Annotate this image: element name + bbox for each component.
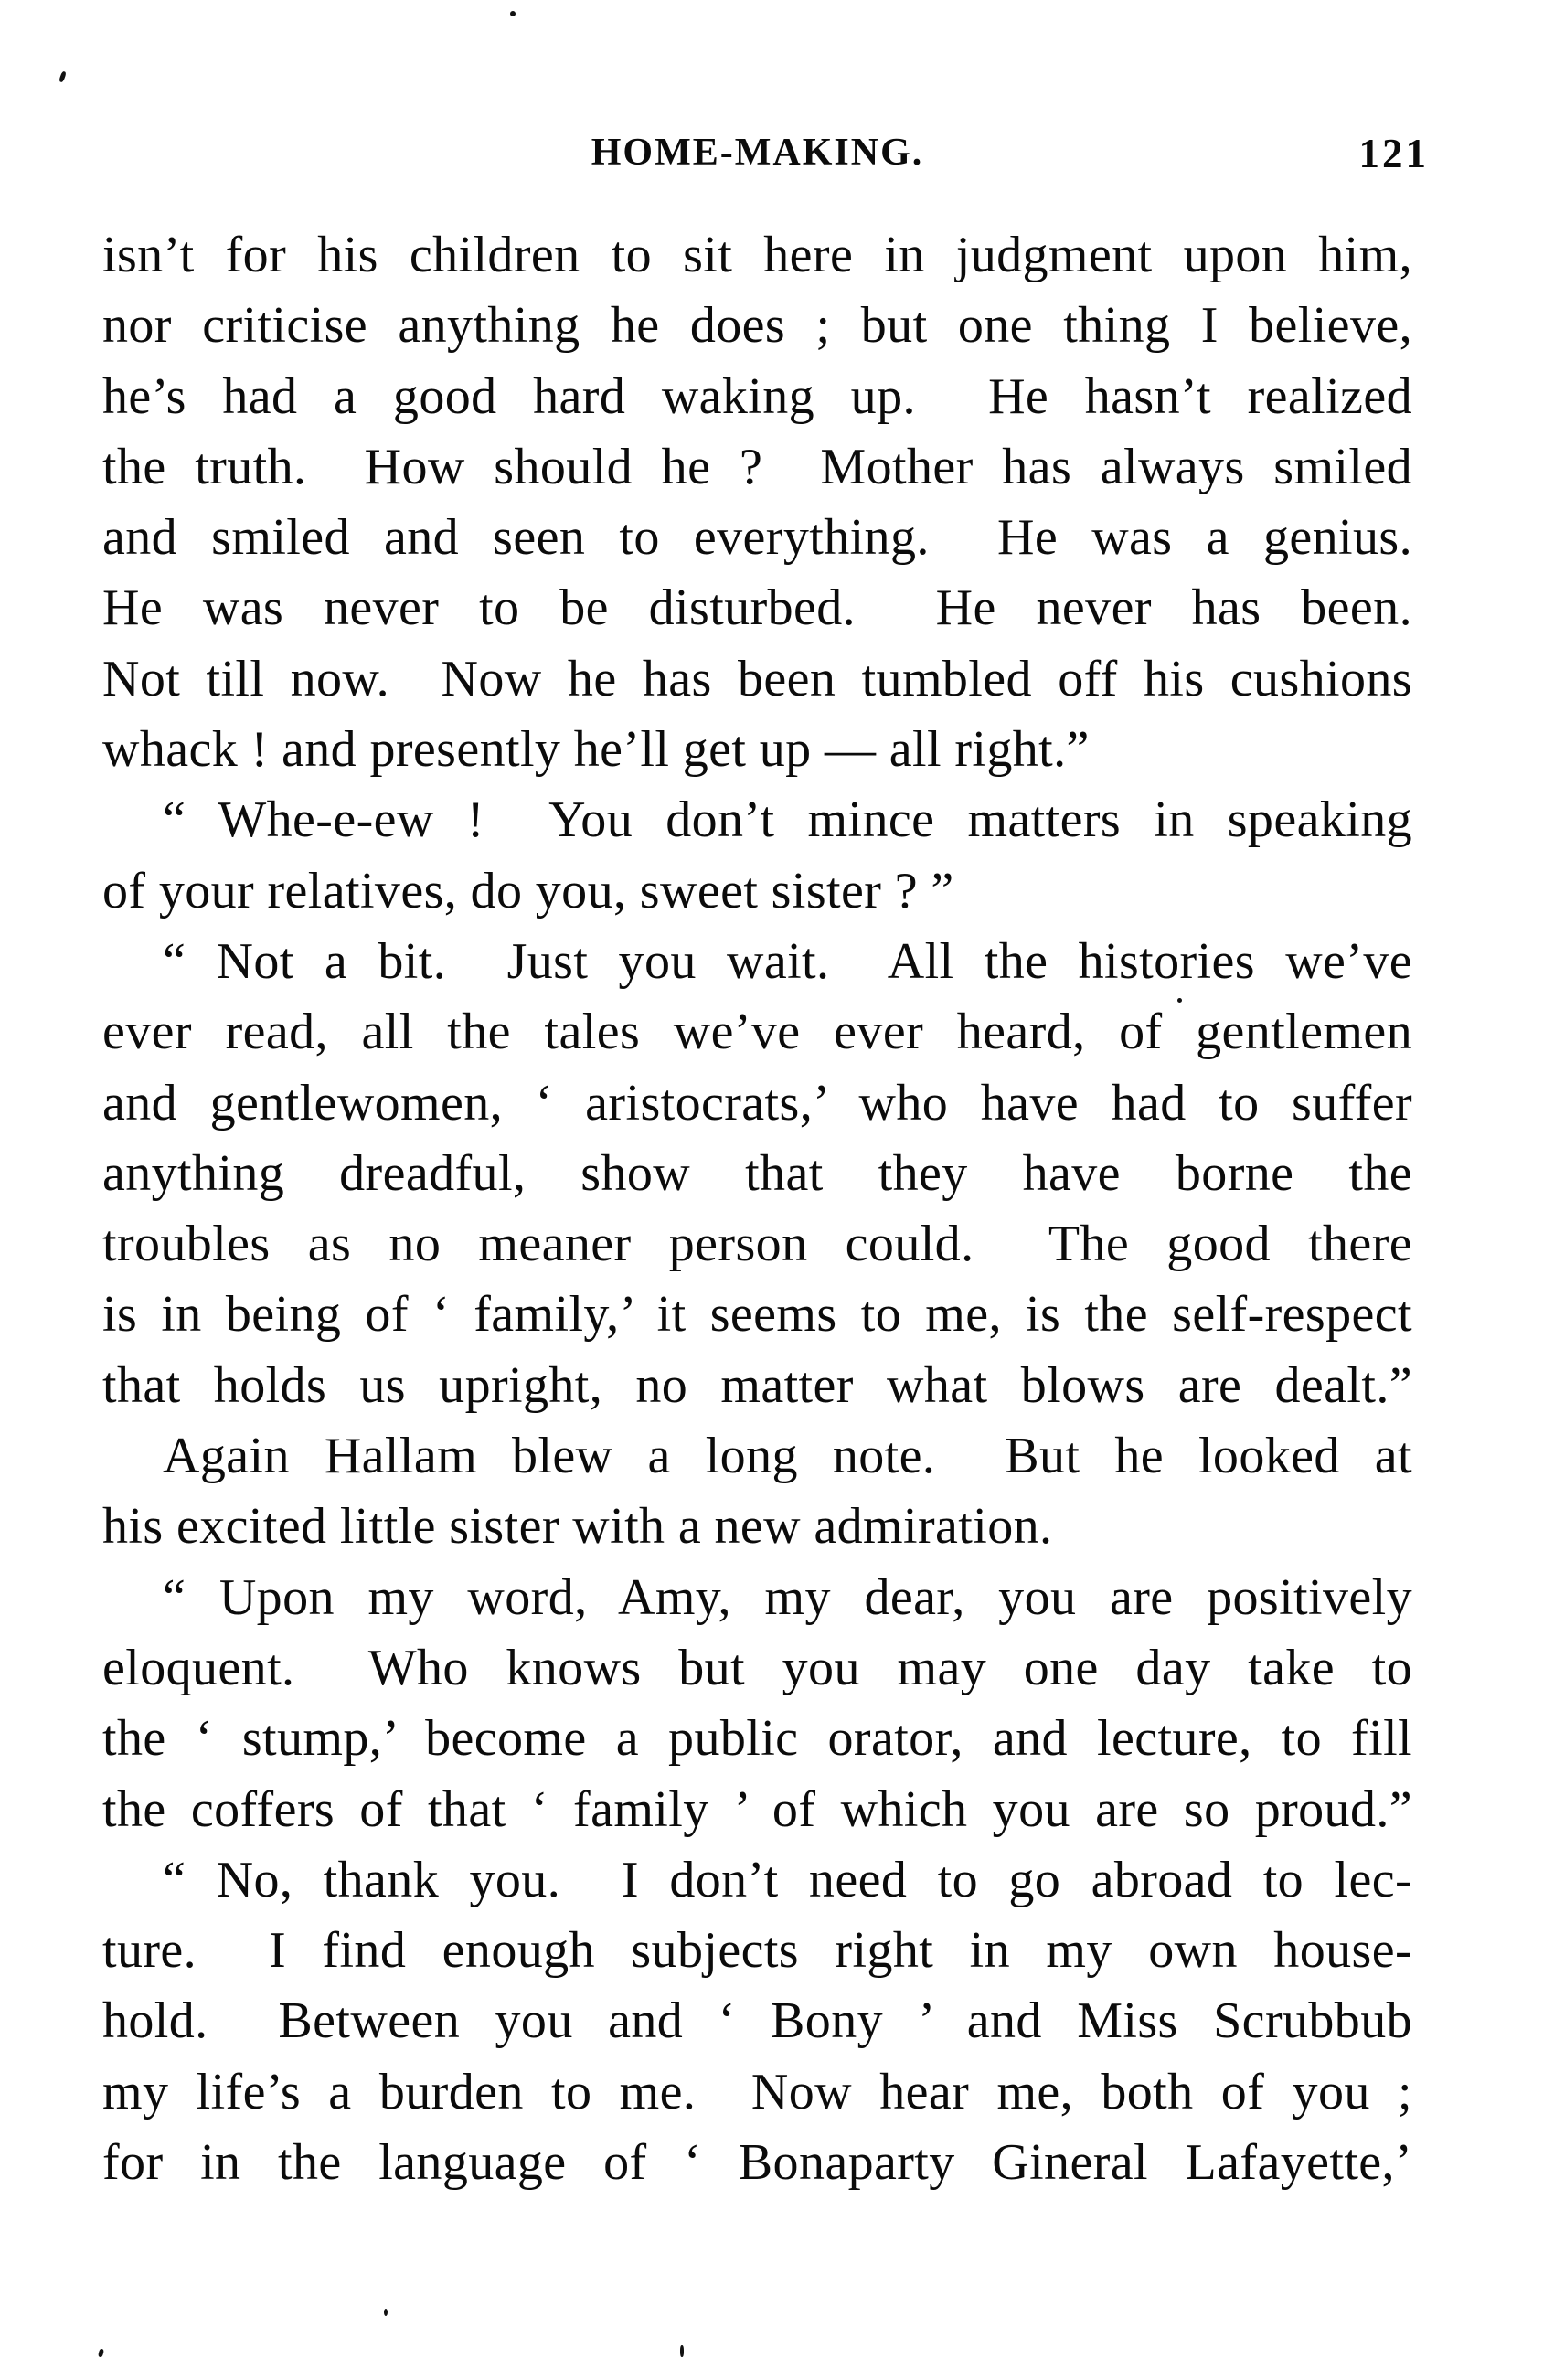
text-line: the coffers of that ‘ family ’ of which you are so proud.” <box>102 1780 1412 1838</box>
text-line: troubles as no meaner person could. The good there <box>102 1216 1412 1273</box>
page-number: 121 <box>1358 131 1429 176</box>
text-block <box>102 220 1412 2198</box>
scan-speck <box>510 11 516 16</box>
text-line: “ Upon my word, Amy, my dear, you are positively <box>163 1568 1412 1626</box>
text-line: “ No, thank you. I don’t need to go abroad to lec- <box>163 1851 1412 1908</box>
text-line: he’s had a good hard waking up. He hasn’t realized <box>102 367 1412 425</box>
text-line: eloquent. Who knows but you may one day take to <box>102 1639 1412 1696</box>
scan-speck <box>384 2309 388 2316</box>
text-line: anything dreadful, show that they have borne the <box>102 1144 1412 1202</box>
text-line: my life’s a burden to me. Now hear me, both of you ; <box>102 2063 1412 2120</box>
text-line: that holds us upright, no matter what blows are dealt.” <box>102 1356 1412 1414</box>
text-line: hold. Between you and ‘ Bony ’ and Miss Scrubbub <box>102 1992 1412 2050</box>
text-line: whack ! and presently he’ll get up — all right.” <box>102 721 1090 779</box>
text-line: Not till now. Now he has been tumbled off his cushions <box>102 650 1412 707</box>
scan-speck <box>1177 998 1182 1003</box>
text-line: “ Not a bit. Just you wait. All the histories we’ve <box>163 932 1412 990</box>
text-line: of your relatives, do you, sweet sister ? ” <box>102 862 954 919</box>
text-line: Again Hallam blew a long note. But he looked at <box>163 1428 1412 1485</box>
text-line: nor criticise anything he does ; but one thing I believe, <box>102 297 1412 355</box>
text-line: for in the language of ‘ Bonaparty Gineral Lafayette,’ <box>102 2134 1412 2192</box>
text-line: and gentlewomen, ‘ aristocrats,’ who have had to suffer <box>102 1074 1412 1132</box>
chapter-title: HOME-MAKING. <box>591 132 924 174</box>
text-line: ever read, all the tales we’ve ever heard, of gentlemen <box>102 1004 1412 1061</box>
text-line: isn’t for his children to sit here in judgment upon him, <box>102 227 1412 283</box>
text-line: is in being of ‘ family,’ it seems to me, is the self-respect <box>102 1286 1412 1344</box>
scan-speck <box>98 2349 104 2358</box>
text-line: and smiled and seen to everything. He was a genius. <box>102 509 1412 567</box>
text-line: his excited little sister with a new admiration. <box>102 1498 1053 1556</box>
text-line: the truth. How should he ? Mother has always smiled <box>102 438 1412 495</box>
text-line: “ Whe-e-ew ! You don’t mince matters in speaking <box>163 792 1412 849</box>
text-line: He was never to be disturbed. He never has been. <box>102 579 1412 637</box>
scan-speck <box>680 2345 684 2357</box>
text-line: ture. I find enough subjects right in my own house- <box>102 1922 1412 1980</box>
running-head <box>102 130 1429 176</box>
text-line: the ‘ stump,’ become a public orator, and lecture, to fill <box>102 1710 1412 1768</box>
scan-speck <box>59 71 67 83</box>
